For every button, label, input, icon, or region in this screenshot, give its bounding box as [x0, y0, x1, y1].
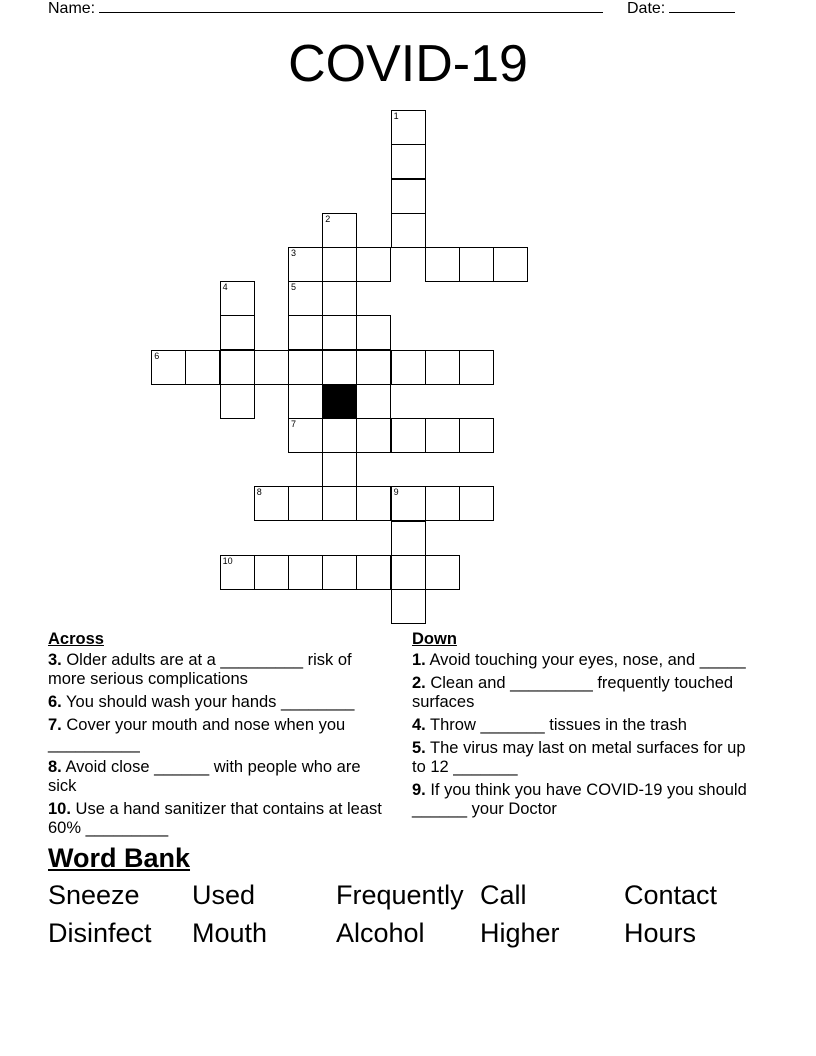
crossword-cell[interactable]	[220, 281, 255, 316]
crossword-cell[interactable]	[254, 350, 289, 385]
clue-text: Clean and _________ frequently touched surfaces	[412, 674, 734, 711]
crossword-cell[interactable]	[425, 418, 460, 453]
word-bank-word: Frequently	[336, 880, 464, 910]
clue-text: Avoid touching your eyes, nose, and _____	[425, 651, 746, 669]
clue-number-label: 3.	[48, 651, 62, 669]
clue-text: Cover your mouth and nose when you __________	[48, 716, 346, 753]
clue-number: 6	[154, 350, 160, 361]
crossword-cell[interactable]	[425, 486, 460, 521]
crossword-cell[interactable]	[322, 213, 357, 248]
down-clue	[412, 716, 752, 735]
crossword-cell[interactable]	[391, 110, 426, 145]
word-bank-word: Used	[192, 880, 256, 910]
crossword-cell[interactable]	[322, 315, 357, 350]
across-clue	[48, 693, 388, 712]
clue-number-label: 6.	[48, 693, 62, 711]
down-clue	[412, 674, 752, 712]
crossword-cell[interactable]	[391, 213, 426, 248]
clue-number: 7	[291, 419, 297, 429]
clue-number-label: 2.	[412, 674, 426, 692]
crossword-cell[interactable]	[425, 350, 460, 385]
crossword-cell[interactable]	[322, 247, 357, 282]
down-clue	[412, 739, 752, 777]
down-clue	[412, 781, 752, 819]
clue-number: 2	[325, 213, 331, 224]
clue-number: 10	[222, 555, 233, 566]
crossword-cell[interactable]	[391, 521, 426, 556]
word-bank-word: Sneeze	[48, 880, 140, 910]
crossword-cell[interactable]	[220, 384, 255, 419]
clue-text: Older adults are at a _________ risk of more serious complications	[48, 651, 352, 688]
crossword-cell[interactable]	[425, 247, 460, 282]
crossword-cell[interactable]	[288, 384, 323, 419]
crossword-cell[interactable]	[356, 247, 391, 282]
crossword-cell[interactable]	[459, 350, 494, 385]
crossword-cell[interactable]	[220, 350, 255, 385]
crossword-cell[interactable]	[322, 555, 357, 590]
clue-text: The virus may last on metal surfaces for up to 12 _______	[412, 739, 746, 776]
crossword-cell[interactable]	[459, 418, 494, 453]
crossword-cell[interactable]	[151, 350, 186, 385]
date-label: Date:	[627, 0, 666, 17]
crossword-cell[interactable]	[288, 555, 323, 590]
crossword-cell[interactable]	[493, 247, 528, 282]
crossword-cell[interactable]	[391, 144, 426, 179]
clue-number-label: 8.	[48, 758, 62, 776]
crossword-cell[interactable]	[356, 315, 391, 350]
clue-text: If you think you have COVID-19 you should ______ your Doctor	[412, 781, 747, 818]
down-clue-list	[412, 651, 752, 819]
across-clue-list	[48, 651, 388, 838]
crossword-black-cell	[322, 384, 357, 419]
crossword-cell[interactable]	[356, 418, 391, 453]
crossword-cell[interactable]	[322, 486, 357, 521]
crossword-cell[interactable]	[391, 418, 426, 453]
across-clue	[48, 651, 388, 689]
clue-number-label: 4.	[412, 716, 426, 734]
crossword-cell[interactable]	[322, 418, 357, 453]
crossword-cell[interactable]	[459, 247, 494, 282]
crossword-cell[interactable]	[185, 350, 220, 385]
crossword-cell[interactable]	[391, 179, 426, 214]
across-clue	[48, 758, 388, 796]
word-bank-word: Higher	[480, 918, 560, 948]
word-bank-title: Word Bank	[48, 843, 191, 873]
crossword-cell[interactable]	[322, 281, 357, 316]
word-bank-word: Contact	[624, 880, 718, 910]
clue-text: Avoid close ______ with people who are sick	[48, 758, 361, 795]
crossword-cell[interactable]	[288, 350, 323, 385]
name-label: Name:	[48, 0, 96, 17]
crossword-cell[interactable]	[220, 555, 255, 590]
word-bank-word: Alcohol	[336, 918, 425, 948]
crossword-cell[interactable]	[356, 486, 391, 521]
clue-number: 1	[393, 111, 399, 122]
clue-number: 3	[291, 248, 297, 258]
across-clue	[48, 716, 388, 754]
crossword-cell[interactable]	[322, 350, 357, 385]
across-clue	[48, 800, 388, 838]
crossword-cell[interactable]	[254, 555, 289, 590]
crossword-cell[interactable]	[391, 555, 426, 590]
clue-number-label: 10.	[48, 800, 71, 818]
clue-text: Use a hand sanitizer that contains at least 60% _________	[48, 800, 382, 837]
down-heading: Down	[412, 630, 457, 648]
clue-number: 8	[256, 487, 262, 498]
crossword-cell[interactable]	[356, 350, 391, 385]
clue-number: 4	[222, 282, 228, 293]
crossword-cell[interactable]	[288, 281, 323, 316]
down-clues	[412, 630, 752, 823]
crossword-cell[interactable]	[391, 486, 426, 521]
across-heading: Across	[48, 630, 104, 648]
crossword-cell[interactable]	[356, 384, 391, 419]
clue-number-label: 9.	[412, 781, 426, 799]
clue-number-label: 5.	[412, 739, 426, 757]
word-bank-word: Call	[480, 880, 527, 910]
down-clue	[412, 651, 752, 670]
crossword-cell[interactable]	[288, 315, 323, 350]
crossword-cell[interactable]	[356, 555, 391, 590]
across-clues	[48, 630, 388, 842]
word-bank-word: Disinfect	[48, 918, 152, 948]
crossword-cell[interactable]	[254, 486, 289, 521]
word-bank-word: Mouth	[192, 918, 268, 948]
crossword-cell[interactable]	[220, 315, 255, 350]
clue-text: Throw _______ tissues in the trash	[425, 716, 687, 734]
crossword-cell[interactable]	[322, 452, 357, 487]
word-bank-word: Hours	[624, 918, 697, 948]
crossword-cell[interactable]	[288, 418, 323, 453]
clue-number-label: 7.	[48, 716, 62, 734]
clue-number-label: 1.	[412, 651, 426, 669]
crossword-cell[interactable]	[391, 589, 426, 624]
clue-number: 9	[393, 487, 399, 498]
crossword-cell[interactable]	[288, 486, 323, 521]
crossword-cell[interactable]	[391, 350, 426, 385]
page-title: COVID-19	[288, 35, 528, 93]
crossword-cell[interactable]	[288, 247, 323, 282]
crossword-cell[interactable]	[425, 555, 460, 590]
clue-number: 5	[291, 282, 297, 293]
clue-text: You should wash your hands ________	[61, 693, 355, 711]
crossword-cell[interactable]	[459, 486, 494, 521]
